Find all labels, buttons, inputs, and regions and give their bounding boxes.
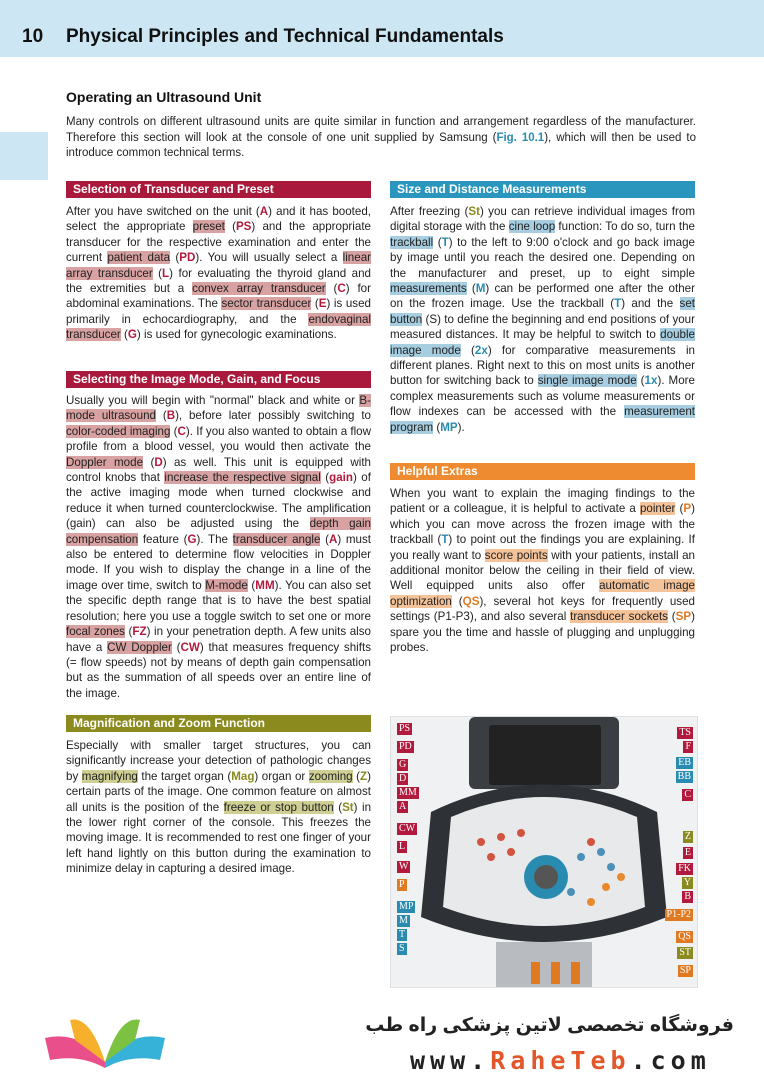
book-logo-icon xyxy=(40,1010,170,1070)
figure-label-t: T xyxy=(399,929,406,940)
figure-label-pd: PD xyxy=(399,741,412,752)
figure-label-ts: TS xyxy=(679,727,691,738)
figure-label-m: M xyxy=(399,915,408,926)
chapter-title: Physical Principles and Technical Fundamentals xyxy=(66,26,504,47)
figure-label-a: A xyxy=(399,801,407,812)
sec5-title: Helpful Extras xyxy=(390,463,695,480)
figure-label-mp: MP xyxy=(399,901,414,912)
sec1-title: Selection of Transducer and Preset xyxy=(66,181,371,198)
figure-label-d: D xyxy=(399,773,407,784)
figure-label-z: Z xyxy=(684,831,691,842)
figure-label-l: L xyxy=(399,841,406,852)
figure-label-eb: EB xyxy=(678,757,691,768)
figure-label-p: P xyxy=(399,879,405,890)
console-drawing xyxy=(391,717,697,987)
page-number: 10 xyxy=(22,26,44,47)
figure-label-g: G xyxy=(399,759,407,770)
figure-label-e: E xyxy=(684,847,691,858)
figure-label-cw: CW xyxy=(399,823,416,834)
store-url[interactable]: www.RaheTeb.com xyxy=(410,1046,711,1075)
side-tab xyxy=(0,132,48,180)
figure-label-bb: BB xyxy=(677,771,691,782)
figure-label-sp: SP xyxy=(679,965,691,976)
figure-label-qs: QS xyxy=(678,931,691,942)
figure-link[interactable]: Fig. 10.1 xyxy=(496,131,545,144)
sec2-body: Usually you will begin with "normal" black and white or B-mode ultrasound (B), before later possibly switching to color-coded imaging (C). If you also wanted to obtain a flow profile from a blood vessel, you would then activate the Doppler mode (D) as well. This unit is equipped with control knobs that increase the respective signal (gain) of the active imaging mode when turned clockwise and reduce it when turned counterclockwise. The amplification (gain) can also be adjusted using the depth gain compensation feature (G). The transducer angle (A) must also be entered to determine flow velocities in Doppler mode. If you wish to display the change in a line of the image over time, switch to M-mode (MM). You can also set the specific depth range that is to have the best spatial resolution; here you use a toggle switch to set one or more focal zones (FZ) in your penetration depth. A few units also have a CW Doppler (CW) that measures frequency shifts (= flow speeds) not by means of depth gain compensation but as the summation of all speeds over an entire line of the image. xyxy=(66,394,371,700)
sec5-body: When you want to explain the imaging findings to the patient or a colleague, it is helpful to activate a pointer (P) which you can move across the frozen image with the trackball (T) to point out the findings you are explaining. If you really want to score points with your patients, install an additional monitor below the ceiling in their field of view. Well equipped units also offer automatic image optimization (QS), several hot keys for frequently used settings (P1-P3), and also several transducer sockets (SP) spare you the time and hassle of plugging and unplugging probes. xyxy=(390,487,695,655)
figure-label-w: W xyxy=(399,861,409,872)
intro-paragraph: Many controls on different ultrasound units are quite similar in function and arrangement regardless of the manufacturer. Therefore this section will look at the console of one unit supplied by Samsung (Fig. 10.1), which will then be used to introduce common technical terms. xyxy=(66,116,696,159)
figure-label-p1-p2: P1-P2 xyxy=(666,909,691,920)
console-figure xyxy=(390,716,698,988)
sec4-body: After freezing (St) you can retrieve individual images from digital storage with the cine loop function: To do so, turn the trackball (T) to the left to 9:00 o'clock and go back image by image until you reach the desired one. Depending on the manufacturer and preset, up to eight simple measurements (M) can be performed one after the other on the frozen image. Use the trackball (T) and the set button (S) to define the beginning and end positions of your measured distances. It may be helpful to switch to double image mode (2x) for comparative measurements in different planes. Right next to this on most units is another button for switching back to single image mode (1x). More complex measurements such as volume measurements or flow indexes can be accessed with the measurement program (MP). xyxy=(390,205,695,434)
sec3-body: Especially with smaller target structures, you can significantly increase your detection of pathologic changes by magnifying the target organ (Mag) organ or zooming (Z) certain parts of the image. One common feature on almost all units is the position of the freeze or stop button (St) in the lower right corner of the console. This freezes the moving image. It is recommended to rest one finger of your left hand lightly on this button during the examination to minimize delay in capturing a desired image. xyxy=(66,739,372,876)
section-heading: Operating an Ultrasound Unit xyxy=(66,89,262,105)
sec1-body: After you have switched on the unit (A) and it has booted, select the appropriate preset (PS) and the appropriate transducer for the respective examination and enter the current patient data (PD). You will usually select a linear array transducer (L) for evaluating the thyroid gland and the extremities but a convex array transducer (C) for abdominal examinations. The sector transducer (E) is used primarily in echocardiography, and the endovaginal transducer (G) is used for gynecologic examinations. xyxy=(66,205,372,342)
figure-label-fk: FK xyxy=(678,863,691,874)
store-name: فروشگاه تخصصی لاتین پزشکی راه طب xyxy=(365,1015,734,1036)
figure-label-s: S xyxy=(399,943,405,954)
figure-label-b: B xyxy=(684,891,691,902)
figure-label-f: F xyxy=(685,741,691,752)
sec3-title: Magnification and Zoom Function xyxy=(66,715,371,732)
sec2-title: Selecting the Image Mode, Gain, and Focus xyxy=(66,371,371,388)
figure-label-c: C xyxy=(684,789,691,800)
sec4-title: Size and Distance Measurements xyxy=(390,181,695,198)
figure-label-mm: MM xyxy=(399,787,417,798)
figure-label-ps: PS xyxy=(399,723,411,734)
figure-label-st: ST xyxy=(679,947,691,958)
figure-label-y: Y xyxy=(683,877,691,888)
